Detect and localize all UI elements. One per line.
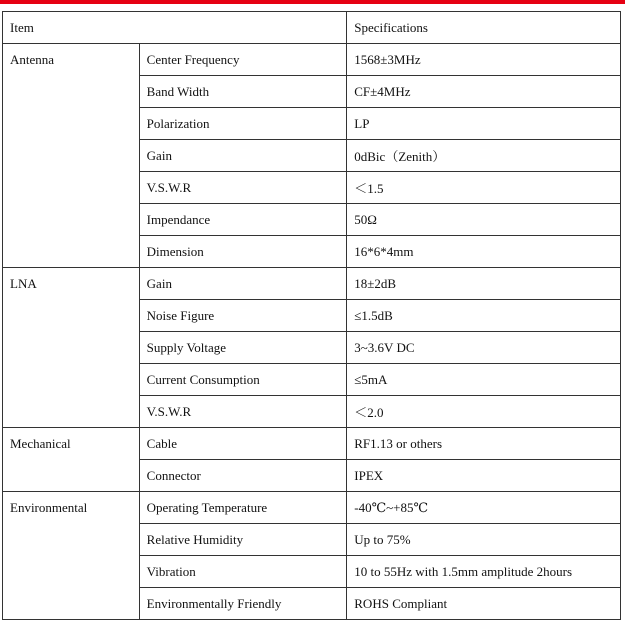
parameter-cell: Supply Voltage: [139, 332, 347, 364]
value-cell: 0dBic（Zenith）: [347, 140, 621, 172]
parameter-cell: Band Width: [139, 76, 347, 108]
value-cell: 18±2dB: [347, 268, 621, 300]
group-label: Antenna: [3, 44, 140, 268]
value-cell: IPEX: [347, 460, 621, 492]
value-cell: ≤5mA: [347, 364, 621, 396]
parameter-cell: Environmentally Friendly: [139, 588, 347, 620]
value-cell: ＜2.0: [347, 396, 621, 428]
parameter-cell: Gain: [139, 268, 347, 300]
value-cell: 1568±3MHz: [347, 44, 621, 76]
specifications-table-body: [3, 12, 621, 620]
value-cell: 16*6*4mm: [347, 236, 621, 268]
parameter-cell: Operating Temperature: [139, 492, 347, 524]
value-cell: ROHS Compliant: [347, 588, 621, 620]
group-label: LNA: [3, 268, 140, 428]
group-label: Environmental: [3, 492, 140, 620]
parameter-cell: V.S.W.R: [139, 396, 347, 428]
parameter-cell: Center Frequency: [139, 44, 347, 76]
group-label: Mechanical: [3, 428, 140, 492]
table-row: [3, 268, 621, 300]
table-row: [3, 428, 621, 460]
parameter-cell: V.S.W.R: [139, 172, 347, 204]
value-cell: LP: [347, 108, 621, 140]
parameter-cell: Gain: [139, 140, 347, 172]
value-cell: CF±4MHz: [347, 76, 621, 108]
parameter-cell: Dimension: [139, 236, 347, 268]
parameter-cell: Polarization: [139, 108, 347, 140]
value-cell: Up to 75%: [347, 524, 621, 556]
value-cell: 50Ω: [347, 204, 621, 236]
parameter-cell: Cable: [139, 428, 347, 460]
parameter-cell: Current Consumption: [139, 364, 347, 396]
value-cell: RF1.13 or others: [347, 428, 621, 460]
value-cell: ＜1.5: [347, 172, 621, 204]
parameter-cell: Noise Figure: [139, 300, 347, 332]
value-cell: ≤1.5dB: [347, 300, 621, 332]
top-red-rule: [0, 0, 625, 4]
parameter-cell: Relative Humidity: [139, 524, 347, 556]
table-header-row: [3, 12, 621, 44]
value-cell: -40℃~+85℃: [347, 492, 621, 524]
table-row: [3, 492, 621, 524]
parameter-cell: Connector: [139, 460, 347, 492]
header-specifications: Specifications: [347, 12, 621, 44]
header-item: Item: [3, 12, 347, 44]
table-row: [3, 44, 621, 76]
value-cell: 3~3.6V DC: [347, 332, 621, 364]
parameter-cell: Impendance: [139, 204, 347, 236]
specifications-table: [2, 11, 621, 620]
parameter-cell: Vibration: [139, 556, 347, 588]
value-cell: 10 to 55Hz with 1.5mm amplitude 2hours: [347, 556, 621, 588]
